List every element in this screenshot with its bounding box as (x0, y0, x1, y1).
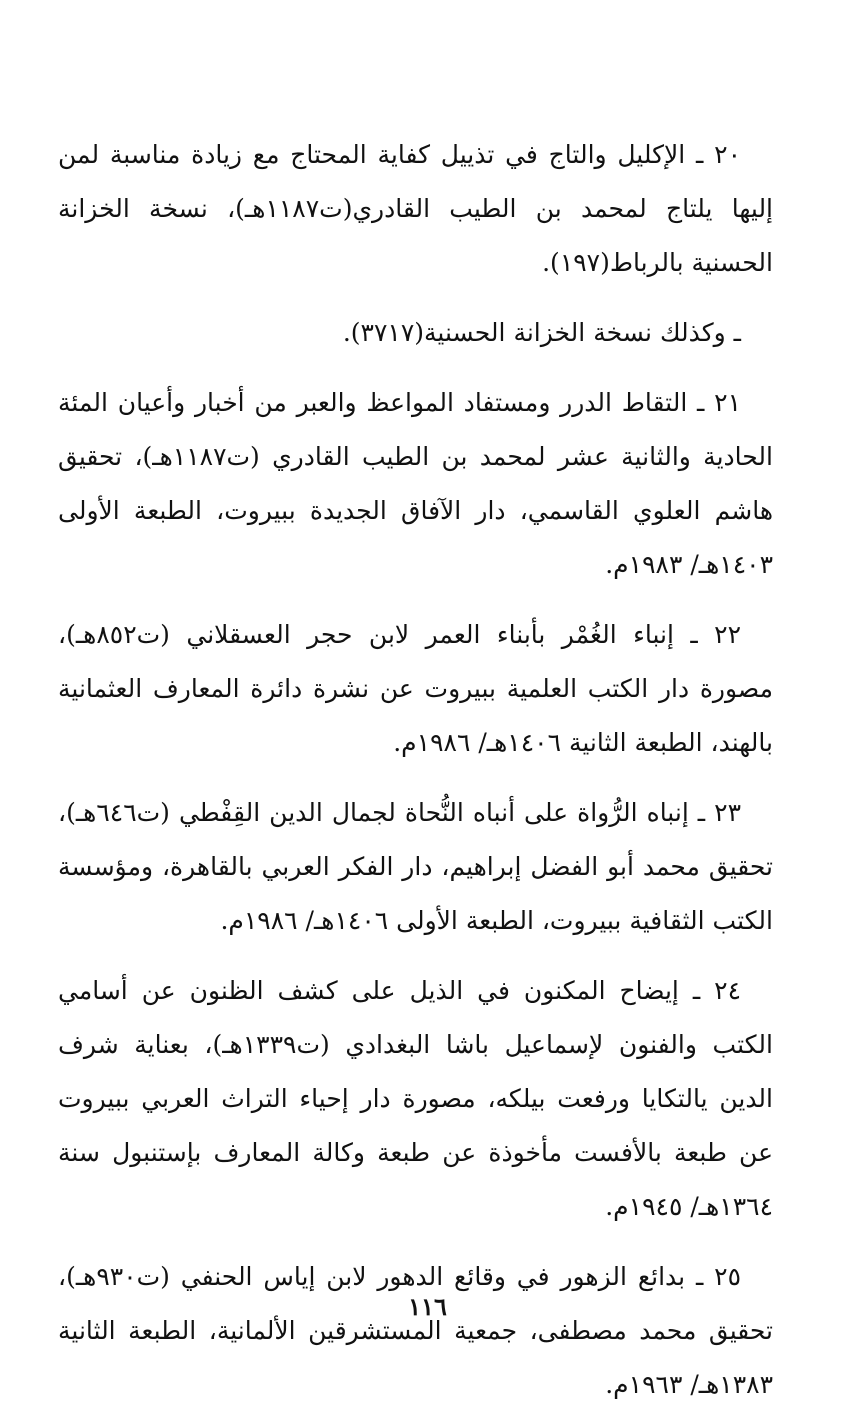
bibliography-entry-21: ٢١ ـ التقاط الدرر ومستفاد المواعظ والعبر من أخبار وأعيان المئة الحادية والثانية عشر لمحمد بن الطيب القادري (ت١١٨٧هـ)، تحقيق هاشم العلوي القاسمي، دار الآفاق الجديدة ببيروت، الطبعة الأولى ١٤٠٣هـ/ ١٩٨٣م. (58, 388, 773, 579)
page-number: ١١٦ (408, 1292, 447, 1321)
bibliography-entry-20-note: ـ وكذلك نسخة الخزانة الحسنية(٣٧١٧). (342, 318, 741, 347)
bibliography-entry-25: ٢٥ ـ بدائع الزهور في وقائع الدهور لابن إياس الحنفي (ت٩٣٠هـ)، تحقيق محمد مصطفى، جمعية المستشرقين الألمانية، الطبعة الثانية ١٣٨٣هـ/ ١٩٦٣م. (58, 1262, 773, 1399)
bibliography-entry-22: ٢٢ ـ إنباء الغُمْر بأبناء العمر لابن حجر العسقلاني (ت٨٥٢هـ)، مصورة دار الكتب العلمية ببيروت عن نشرة دائرة المعارف العثمانية بالهند، الطبعة الثانية ١٤٠٦هـ/ ١٩٨٦م. (58, 620, 773, 757)
bibliography-entry-24: ٢٤ ـ إيضاح المكنون في الذيل على كشف الظنون عن أسامي الكتب والفنون لإسماعيل باشا البغدادي (ت١٣٣٩هـ)، بعناية شرف الدين يالتكايا ورفعت بيلكه، مصورة دار إحياء التراث العربي ببيروت عن طبعة بالأفست مأخوذة عن طبعة وكالة المعارف بإستنبول سنة ١٣٦٤هـ/ ١٩٤٥م. (58, 976, 773, 1221)
bibliography-entry-20: ٢٠ ـ الإكليل والتاج في تذييل كفاية المحتاج مع زيادة مناسبة لمن إليها يلتاج لمحمد بن الطيب القادري(ت١١٨٧هـ)، نسخة الخزانة الحسنية بالرباط(١٩٧). (58, 140, 774, 277)
bibliography-list (58, 128, 773, 1428)
bibliography-entry-23: ٢٣ ـ إنباه الرُّواة على أنباه النُّحاة لجمال الدين القِفْطي (ت٦٤٦هـ)، تحقيق محمد أبو الفضل إبراهيم، دار الفكر العربي بالقاهرة، ومؤسسة الكتب الثقافية ببيروت، الطبعة الأولى ١٤٠٦هـ/ ١٩٨٦م. (58, 798, 773, 935)
